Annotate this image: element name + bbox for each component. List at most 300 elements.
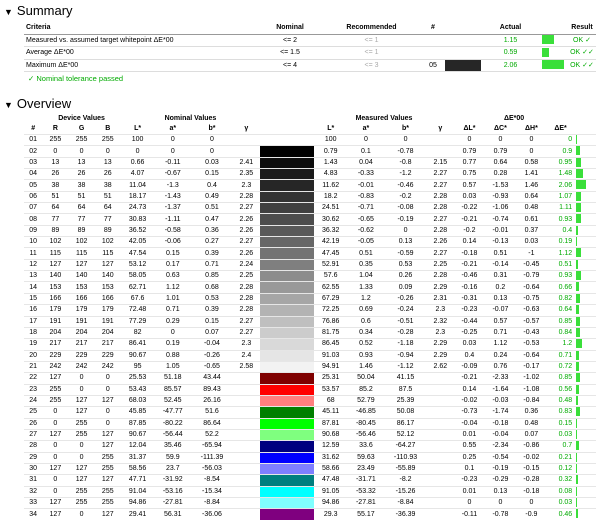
color-swatch (260, 486, 314, 497)
col-delta-l: ΔL* (463, 125, 476, 132)
nominal-a-cell: 85.57 (164, 385, 182, 393)
nominal-gamma-cell (233, 486, 260, 497)
nominal-b-cell: 52.2 (205, 431, 219, 439)
delta-e-bar (576, 509, 578, 518)
nominal-l-cell: 0 (135, 147, 140, 155)
col-g: G (78, 125, 85, 132)
nominal-a-cell: -1.11 (165, 215, 181, 223)
delta-c-cell: -0.03 (492, 397, 509, 405)
nominal-l-cell: 53.12 (128, 260, 147, 268)
b-cell: 127 (101, 510, 114, 518)
nominal-a-cell: 56.31 (164, 510, 182, 518)
r-cell: 140 (49, 272, 62, 280)
measured-gamma-cell: 2.28 (433, 204, 448, 212)
measured-gamma-cell: 2.29 (433, 283, 448, 291)
delta-e-bar (576, 260, 578, 269)
nominal-gamma-cell: 2.24 (239, 260, 254, 268)
nominal-a-cell: -56.44 (162, 431, 183, 439)
r-cell: 127 (49, 510, 62, 518)
nominal-b-cell: -65.94 (202, 442, 222, 450)
delta-e-bar (576, 475, 578, 484)
table-row (24, 463, 596, 474)
g-cell: 102 (75, 238, 88, 246)
measured-l-cell: 1.43 (323, 158, 338, 166)
delta-c-cell: -0.18 (492, 419, 509, 427)
num-cell: 25 (29, 408, 38, 416)
result-header: Result (568, 22, 596, 34)
delta-c-cell: -0.78 (492, 510, 509, 518)
delta-h-cell: -0.15 (523, 465, 540, 473)
delta-e-cell: 0.72 (558, 363, 573, 371)
measured-l-cell: 72.25 (321, 306, 340, 314)
delta-e-bar (576, 385, 579, 394)
nominal-l-cell: 90.67 (128, 351, 147, 359)
col-nominal-b: b* (208, 125, 216, 132)
g-cell: 26 (77, 170, 86, 178)
color-swatch (260, 293, 314, 304)
table-row (24, 191, 596, 202)
measured-a-cell: 1.46 (359, 363, 373, 371)
delta-c-cell: 1.12 (493, 340, 508, 348)
bar-spacer (574, 114, 596, 124)
nominal-a-cell: -1.3 (166, 181, 179, 189)
overview-section-toggle[interactable] (4, 96, 71, 111)
delta-h-cell: 0 (529, 499, 534, 507)
delta-e-bar-cell (574, 373, 596, 384)
delta-e-cell: 0.93 (558, 272, 573, 280)
g-cell: 166 (75, 294, 88, 302)
nominal-a-cell: -1.43 (164, 192, 181, 200)
delta-c-cell: -0.93 (492, 192, 509, 200)
nominal-gamma-cell (233, 463, 260, 474)
delta-l-cell: 0.4 (464, 351, 475, 359)
measured-gamma-cell: 2.15 (433, 158, 448, 166)
delta-e-bar-cell (574, 316, 596, 327)
nominal-gamma-cell: 2.3 (241, 181, 252, 189)
color-swatch (260, 452, 314, 463)
nominal-b-cell: -8.84 (204, 499, 220, 507)
g-cell: 217 (75, 340, 88, 348)
nominal-gamma-cell: 2.25 (239, 272, 254, 280)
measured-l-cell: 94.91 (321, 363, 340, 371)
g-cell: 140 (75, 272, 88, 280)
delta-h-cell: -0.45 (523, 260, 540, 268)
measured-l-cell: 94.86 (321, 499, 340, 507)
nominal-l-cell: 72.48 (128, 306, 147, 314)
table-row (24, 498, 596, 509)
measured-gamma-cell: 2.28 (433, 192, 448, 200)
delta-e-cell: 0.03 (558, 431, 573, 439)
summary-header-row (24, 22, 596, 34)
delta-e-bar (576, 214, 581, 223)
overview-column-header-row (24, 124, 596, 135)
delta-e-bar (576, 158, 581, 167)
measured-l-cell: 11.62 (322, 181, 340, 189)
col-measured-gamma: γ (438, 125, 443, 132)
measured-b-cell: -15.26 (395, 487, 416, 495)
measured-b-cell: 0 (403, 226, 408, 234)
nominal-a-cell: 0.17 (165, 260, 180, 268)
table-row (24, 327, 596, 338)
bar-cell (540, 59, 568, 72)
num-cell: 27 (29, 431, 38, 439)
b-cell: 127 (101, 431, 114, 439)
overview-group-header-row (24, 114, 596, 124)
nominal-b-cell: 0.51 (205, 204, 219, 212)
delta-h-cell: -0.17 (523, 363, 540, 371)
measured-a-cell: 0.6 (361, 317, 371, 325)
measured-gamma-cell: 2.27 (433, 249, 448, 257)
summary-row (24, 47, 596, 60)
color-swatch (260, 373, 314, 384)
measured-b-cell: 52.12 (396, 431, 415, 439)
delta-l-cell: 0.01 (462, 487, 477, 495)
measured-l-cell: 30.62 (321, 215, 340, 223)
nominal-a-cell: 52.45 (164, 397, 182, 405)
delta-h-cell: -0.9 (525, 510, 538, 518)
measured-gamma-cell (427, 441, 454, 452)
nominal-a-cell: 0.19 (165, 340, 180, 348)
measured-l-cell: 67.29 (321, 294, 340, 302)
delta-e-bar-cell (574, 135, 596, 146)
measured-l-cell: 24.51 (321, 204, 340, 212)
delta-l-cell: -0.16 (461, 283, 478, 291)
nominal-gamma-cell: 2.26 (239, 249, 254, 257)
delta-h-cell: -0.63 (523, 306, 540, 314)
nominal-b-cell: 86.64 (203, 419, 221, 427)
delta-l-cell: -0.21 (461, 215, 478, 223)
nominal-b-cell: 0.15 (205, 317, 219, 325)
delta-h-cell: -0.02 (523, 453, 540, 461)
table-row (24, 395, 596, 406)
table-row (24, 486, 596, 497)
measured-a-cell: 50.04 (357, 374, 375, 382)
nominal-b-cell: -56.03 (202, 465, 222, 473)
delta-e-bar-cell (574, 225, 596, 236)
r-cell: 127 (49, 431, 62, 439)
nominal-a-cell: 1.12 (165, 283, 180, 291)
nominal-a-cell: -80.22 (162, 419, 183, 427)
nominal-l-cell: 47.71 (128, 476, 147, 484)
b-cell: 255 (101, 499, 114, 507)
r-cell: 38 (51, 181, 60, 189)
delta-c-cell: -2.34 (492, 442, 509, 450)
measured-gamma-cell (427, 395, 454, 406)
nominal-b-cell: -36.06 (202, 510, 222, 518)
table-row (24, 350, 596, 361)
nominal-b-cell: 26.16 (203, 397, 221, 405)
nominal-l-cell: 68.03 (128, 397, 147, 405)
nominal-b-cell: 0.47 (205, 215, 219, 223)
table-row (24, 214, 596, 225)
delta-e-bar-cell (574, 339, 596, 350)
measured-a-cell: -0.62 (357, 226, 374, 234)
table-row (24, 248, 596, 259)
table-row (24, 418, 596, 429)
delta-h-cell: 0.64 (524, 192, 539, 200)
table-row (24, 475, 596, 486)
nominal-a-cell: 0.71 (165, 306, 180, 314)
measured-l-cell: 18.2 (323, 192, 338, 200)
num-cell: 19 (29, 340, 38, 348)
nominal-l-cell: 45.85 (128, 408, 147, 416)
delta-e-bar-cell (574, 214, 596, 225)
nominal-l-cell: 36.52 (128, 226, 147, 234)
delta-c-cell: 0.79 (493, 147, 508, 155)
delta-c-cell: 0.24 (493, 351, 508, 359)
b-cell: 127 (101, 260, 114, 268)
nominal-a-cell: 0.15 (165, 249, 180, 257)
r-cell: 127 (49, 499, 62, 507)
measured-b-cell: 50.08 (396, 408, 415, 416)
table-row (24, 429, 596, 440)
g-cell: 115 (75, 249, 88, 257)
delta-c-cell: -0.13 (492, 238, 509, 246)
delta-h-cell: 0 (529, 147, 534, 155)
measured-gamma-cell: 2.28 (433, 272, 448, 280)
r-cell: 255 (49, 385, 62, 393)
collapse-triangle-icon: ▼ (4, 100, 13, 110)
nominal-b-cell: 89.43 (203, 385, 221, 393)
delta-e-cell: 0.66 (558, 283, 573, 291)
g-cell: 0 (79, 453, 84, 461)
color-swatch (260, 441, 314, 452)
table-row (24, 316, 596, 327)
delta-c-cell: -0.04 (492, 431, 509, 439)
delta-e-bar (576, 282, 579, 291)
delta-h-cell: 0.48 (524, 204, 539, 212)
measured-gamma-cell: 2.27 (433, 181, 448, 189)
swatch-cell (445, 59, 481, 72)
measured-b-cell: -0.51 (397, 317, 414, 325)
summary-section-toggle[interactable] (4, 3, 73, 18)
delta-l-cell: -0.21 (461, 374, 478, 382)
color-swatch (260, 463, 314, 474)
col-measured-a: a* (362, 125, 370, 132)
measured-gamma-cell (427, 452, 454, 463)
measured-a-cell: 85.2 (359, 385, 373, 393)
nominal-l-cell: 30.83 (128, 215, 147, 223)
measured-b-cell: 0.26 (398, 272, 413, 280)
delta-e-bar-cell (574, 259, 596, 270)
num-cell: 03 (29, 158, 38, 166)
measured-l-cell: 57.6 (323, 272, 338, 280)
nominal-l-cell: 25.53 (128, 374, 147, 382)
nominal-a-cell: 0.88 (165, 351, 180, 359)
nominal-gamma-cell: 2.26 (239, 226, 254, 234)
delta-e-bar-cell (574, 248, 596, 259)
overview-title: Overview (16, 96, 72, 111)
measured-b-cell: -1.2 (399, 170, 412, 178)
measured-b-cell: -1.12 (397, 363, 414, 371)
delta-e-bar-cell (574, 157, 596, 168)
delta-e-bar (576, 464, 577, 473)
num-cell: 29 (29, 453, 38, 461)
col-b: B (105, 125, 111, 132)
measured-a-cell: 55.17 (357, 510, 375, 518)
delta-e-bar (576, 373, 580, 382)
measured-b-cell: -110.93 (393, 453, 418, 461)
nominal-gamma-cell (233, 395, 260, 406)
color-swatch (260, 407, 314, 418)
nominal-l-cell: 42.05 (128, 238, 147, 246)
b-cell: 191 (101, 317, 114, 325)
measured-l-cell: 81.75 (321, 329, 340, 337)
r-cell: 0 (53, 442, 58, 450)
delta-h-cell: 0.48 (524, 419, 539, 427)
table-row (24, 407, 596, 418)
delta-c-cell: 0.31 (493, 272, 508, 280)
delta-l-cell: 0.75 (462, 170, 477, 178)
delta-e-bar (576, 441, 579, 450)
table-row (24, 452, 596, 463)
measured-a-cell: -53.32 (355, 487, 376, 495)
b-cell: 140 (101, 272, 114, 280)
color-swatch (260, 146, 314, 157)
delta-e-bar (576, 135, 577, 144)
delta-c-cell: -1.06 (492, 204, 509, 212)
delta-e-bar (576, 407, 580, 416)
num-cell: 01 (29, 136, 38, 144)
delta-c-cell: 0 (498, 499, 503, 507)
nominal-gamma-cell: 2.41 (239, 158, 254, 166)
measured-gamma-cell (427, 135, 454, 146)
b-cell: 127 (101, 476, 114, 484)
nominal-gamma-cell (233, 441, 260, 452)
nominal-b-cell: 0 (210, 147, 214, 155)
delta-e-bar (576, 226, 578, 235)
col-num: # (31, 125, 36, 132)
nominal-l-cell: 67.6 (130, 294, 145, 302)
nominal-a-cell: -0.06 (164, 238, 181, 246)
delta-e-bar-cell (574, 305, 596, 316)
num-cell: 30 (29, 465, 38, 473)
col-swatch (260, 124, 314, 135)
b-cell: 255 (101, 453, 114, 461)
recommended-cell: <= 3 (364, 61, 379, 69)
color-swatch (260, 180, 314, 191)
delta-e-cell: 0.19 (558, 238, 573, 246)
nominal-gamma-cell (233, 407, 260, 418)
measured-a-cell: -31.71 (355, 476, 376, 484)
delta-e-bar (576, 146, 580, 155)
nominal-b-cell: 0.85 (205, 272, 219, 280)
delta-e-cell: 0.46 (558, 510, 573, 518)
num-cell: 28 (29, 442, 38, 450)
delta-c-cell: -1.64 (492, 385, 509, 393)
col-measured-l: L* (327, 125, 335, 132)
measured-l-cell: 31.62 (321, 453, 340, 461)
table-row (24, 157, 596, 168)
measured-a-cell: 33.6 (359, 442, 373, 450)
nominal-a-cell: 23.7 (165, 465, 180, 473)
delta-l-cell: -0.22 (461, 204, 478, 212)
delta-e-cell: 0.93 (558, 215, 573, 223)
delta-l-cell: 0.03 (462, 192, 477, 200)
measured-a-cell: -0.33 (357, 170, 374, 178)
delta-h-cell: -0.57 (523, 317, 540, 325)
delta-h-cell: -0.53 (523, 340, 540, 348)
collapse-triangle-icon: ▼ (4, 7, 13, 17)
measured-l-cell: 4.83 (323, 170, 338, 178)
summary-title: Summary (16, 3, 73, 18)
actual-cell: 0.59 (503, 49, 518, 56)
delta-h-cell: -0.64 (523, 351, 540, 359)
num-cell: 31 (29, 476, 38, 484)
nominal-l-cell: 62.71 (128, 283, 147, 291)
num-cell: 04 (29, 170, 38, 178)
delta-l-cell: -0.21 (461, 260, 478, 268)
g-cell: 127 (75, 476, 88, 484)
table-row (24, 441, 596, 452)
color-swatch (260, 214, 314, 225)
delta-e-cell: 0.9 (562, 147, 573, 155)
delta-e-cell: 1.48 (558, 170, 573, 178)
num-cell: 07 (29, 204, 38, 212)
measured-b-cell: -0.2 (399, 192, 412, 200)
measured-gamma-cell (427, 463, 454, 474)
measured-gamma-cell (427, 146, 454, 157)
num-cell: 08 (29, 215, 38, 223)
delta-c-cell: -1.53 (492, 181, 509, 189)
delta-e-bar-cell (574, 407, 596, 418)
measured-a-cell: 1.2 (361, 294, 371, 302)
b-cell: 255 (101, 136, 114, 144)
measured-gamma-cell (427, 486, 454, 497)
b-cell: 127 (101, 397, 114, 405)
nominal-b-cell: -111.39 (200, 453, 224, 461)
delta-e-bar-cell (574, 452, 596, 463)
delta-l-cell: -0.02 (461, 397, 478, 405)
measured-a-cell: -0.05 (357, 238, 374, 246)
delta-l-cell: -0.25 (461, 329, 478, 337)
delta-c-cell: -0.74 (492, 215, 509, 223)
nominal-gamma-cell: 2.27 (239, 204, 254, 212)
b-cell: 13 (103, 158, 112, 166)
delta-e-bar (576, 248, 581, 257)
table-row (24, 225, 596, 236)
recommended-header: Recommended (322, 22, 421, 34)
delta-l-cell: -0.44 (461, 317, 478, 325)
delta-e-bar (576, 237, 577, 246)
measured-a-cell: -0.71 (357, 204, 374, 212)
delta-h-cell: 0.58 (524, 158, 539, 166)
delta-l-cell: 0.77 (462, 158, 477, 166)
nominal-gamma-cell: 2.3 (241, 340, 252, 348)
nominal-b-cell: 0.53 (205, 294, 219, 302)
num-cell: 15 (29, 294, 38, 302)
measured-l-cell: 91.03 (321, 351, 340, 359)
delta-l-cell: -0.18 (461, 249, 478, 257)
num-cell: 10 (29, 238, 38, 246)
measured-a-cell: 59.63 (357, 453, 375, 461)
nominal-l-cell: 91.04 (128, 487, 147, 495)
delta-e-bar-cell (574, 350, 596, 361)
r-cell: 204 (49, 329, 62, 337)
r-cell: 255 (49, 136, 62, 144)
device-values-header: Device Values (58, 115, 105, 122)
recommended-cell: <= 1 (364, 36, 379, 44)
bar-cell (540, 34, 568, 47)
measured-b-cell: -0.28 (397, 329, 414, 337)
measured-a-cell: 23.49 (357, 465, 375, 473)
color-swatch (260, 350, 314, 361)
overview-table (24, 114, 596, 520)
g-cell: 242 (75, 363, 88, 371)
nominal-a-cell: -0.67 (164, 170, 181, 178)
delta-h-cell: 0.61 (524, 215, 539, 223)
delta-l-cell: 0.1 (464, 465, 475, 473)
